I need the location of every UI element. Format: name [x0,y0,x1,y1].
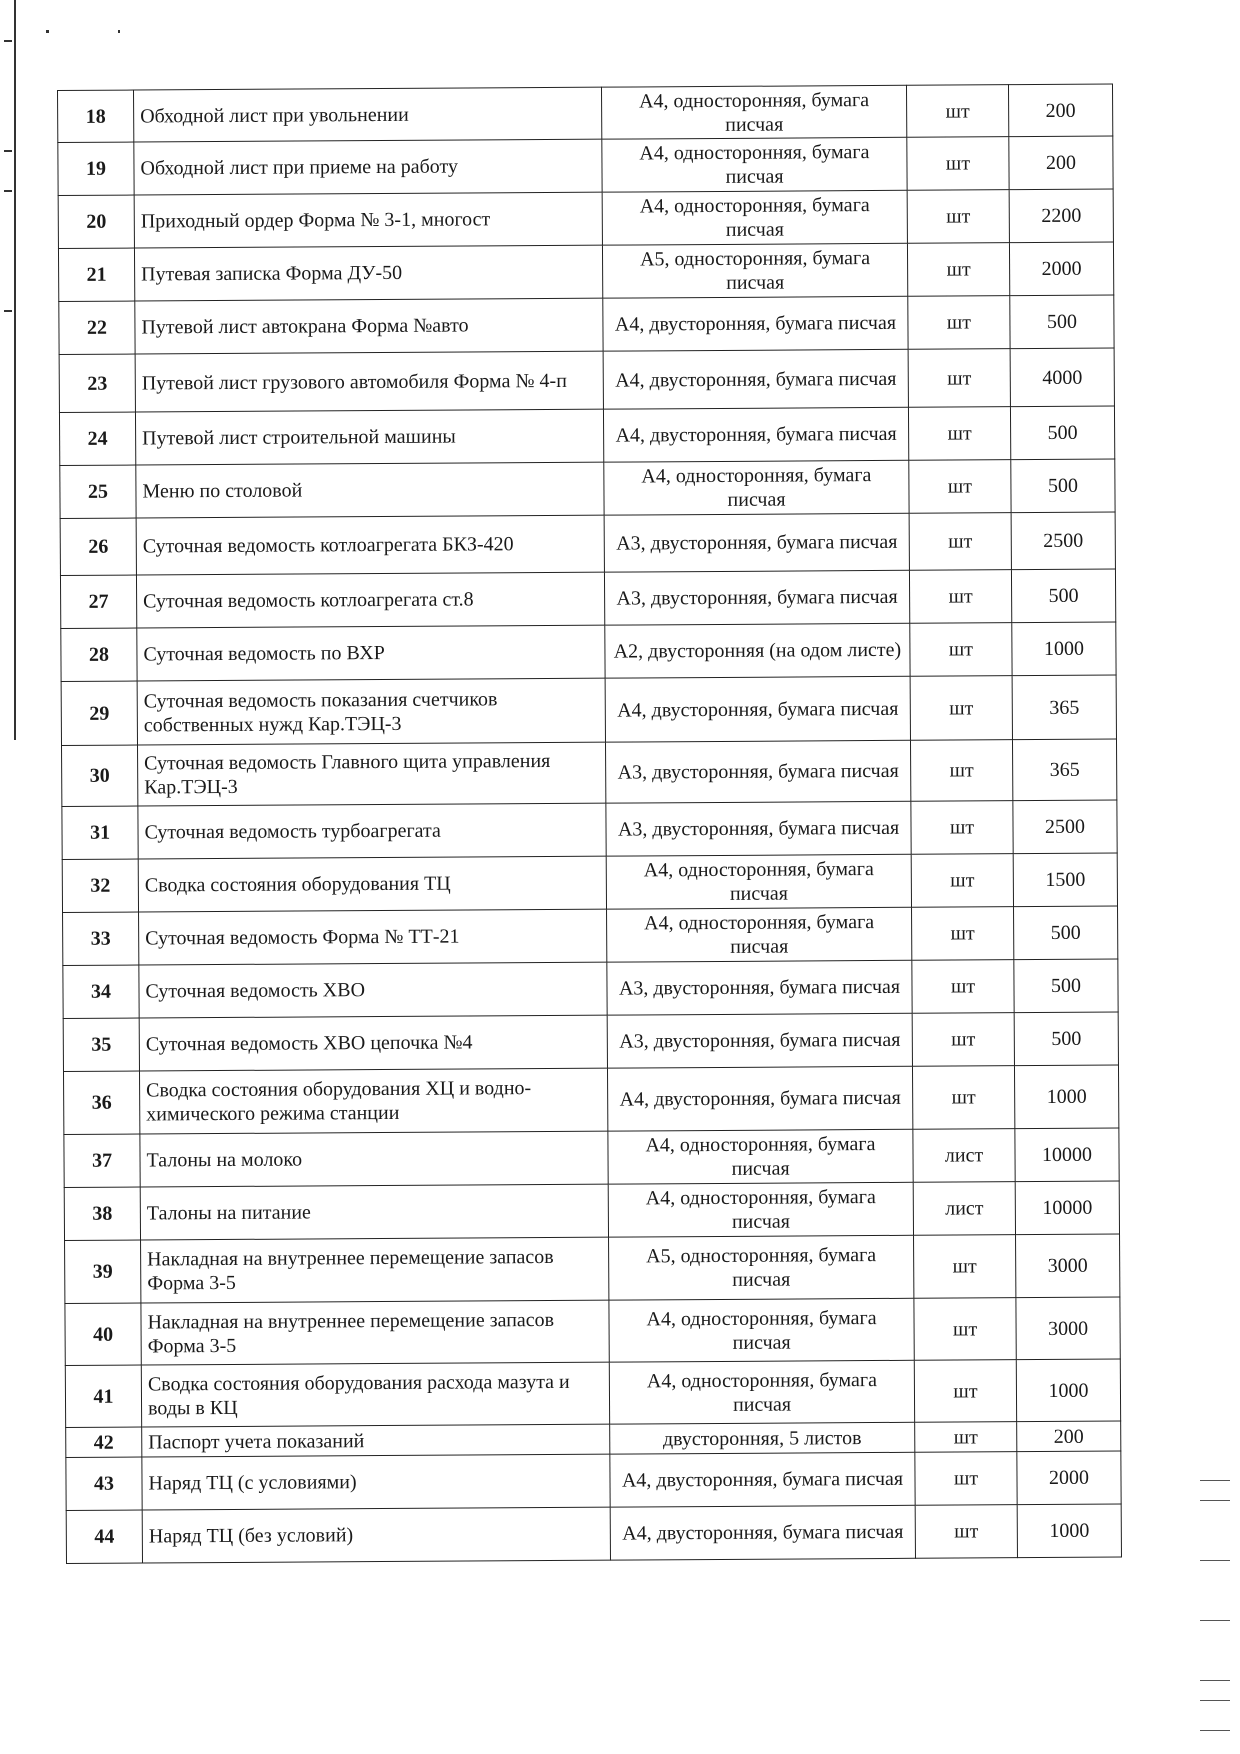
table-row [62,853,1117,912]
scan-margin-dash [1200,1560,1230,1561]
row-number: 29 [61,681,137,745]
item-name: Наряд ТЦ (без условий) [142,1507,610,1563]
item-unit: шт [907,243,1009,297]
table-row [63,906,1118,965]
item-unit: шт [910,740,1012,802]
item-quantity: 2500 [1011,512,1115,570]
row-number: 19 [58,142,134,195]
table-row [58,189,1113,248]
scan-edge-tick [4,150,12,152]
row-number: 20 [58,195,134,248]
table-row [62,800,1117,859]
item-unit: шт [915,1505,1017,1559]
item-name: Сводка состояния оборудования расхода мазута и воды в КЦ [141,1362,609,1427]
row-number: 25 [60,465,136,518]
table-row [65,1359,1120,1427]
table-row [59,406,1114,465]
item-name: Сводка состояния оборудования ХЦ и водно-химического режима станции [139,1068,607,1134]
item-quantity: 1000 [1017,1504,1121,1558]
item-unit: шт [912,1013,1014,1067]
table-row [61,622,1116,681]
item-quantity: 500 [1011,459,1115,513]
table-row [65,1297,1120,1365]
row-number: 43 [66,1457,142,1510]
item-unit: шт [909,513,1011,571]
item-quantity: 2000 [1017,1451,1121,1505]
item-name: Меню по столовой [136,462,604,518]
table-row [60,569,1115,628]
table-row [60,512,1115,575]
item-spec: А3, двусторонняя, бумага писчая [605,740,910,803]
scan-margin-dash [1200,1700,1230,1701]
item-quantity: 1000 [1012,622,1116,676]
item-unit: шт [910,623,1012,677]
table-row [66,1451,1121,1510]
row-number: 36 [63,1071,139,1134]
item-unit: шт [912,907,1014,961]
item-spec: А3, двусторонняя, бумага писчая [606,801,911,856]
table-row [60,459,1115,518]
scan-edge-tick [4,310,12,312]
table-row [59,348,1114,412]
table-row [63,959,1118,1018]
table-row [58,136,1113,195]
item-name: Паспорт учета показаний [142,1424,610,1457]
item-quantity: 365 [1012,675,1116,740]
table-row [58,242,1113,301]
item-unit: шт [912,960,1014,1014]
scan-dot [46,30,49,33]
item-quantity: 10000 [1015,1181,1119,1235]
item-name: Накладная на внутреннее перемещение запасов Форма 3-5 [141,1237,609,1303]
item-quantity: 1500 [1013,853,1117,907]
item-spec: А4, односторонняя, бумага писчая [601,85,906,139]
item-spec: А4, двусторонняя, бумага писчая [603,407,908,462]
row-number: 35 [63,1018,139,1071]
items-table [57,84,1122,1564]
item-quantity: 200 [1008,84,1112,137]
item-spec: А4, односторонняя, бумага писчая [602,190,907,245]
item-quantity: 3000 [1016,1297,1120,1360]
item-unit: шт [908,407,1010,461]
item-unit: шт [906,85,1008,138]
item-spec: А3, двусторонняя, бумага писчая [607,960,912,1015]
item-unit: шт [914,1235,1016,1299]
scan-edge-tick [4,190,12,192]
item-name: Суточная ведомость котлоагрегата БКЗ-420 [136,515,604,575]
item-spec: А4, двусторонняя, бумага писчая [603,349,908,409]
item-name: Приходный ордер Форма № 3-1, многост [134,192,602,248]
item-unit: шт [909,460,1011,514]
row-number: 34 [63,965,139,1018]
row-number: 30 [62,745,138,806]
table-row [61,675,1116,745]
item-name: Путевой лист грузового автомобиля Форма № 4-п [135,351,603,412]
item-unit: шт [915,1422,1017,1453]
scan-margin-dash [1200,1620,1230,1621]
item-name: Суточная ведомость Форма № ТТ-21 [139,909,607,965]
item-unit: шт [912,1066,1014,1130]
row-number: 37 [64,1134,140,1187]
item-name: Путевой лист строительной машины [135,409,603,465]
item-quantity: 200 [1017,1421,1121,1452]
row-number: 31 [62,806,138,859]
row-number: 39 [65,1240,141,1303]
item-unit: шт [911,801,1013,855]
item-name: Суточная ведомость ХВО цепочка №4 [139,1015,607,1071]
scan-margin-dash [1200,1730,1230,1731]
item-name: Обходной лист при приеме на работу [134,139,602,195]
item-name: Наряд ТЦ (с условиями) [142,1454,610,1510]
scan-dot [118,30,120,33]
item-quantity: 365 [1012,739,1116,801]
row-number: 32 [62,859,138,912]
item-spec: А4, односторонняя, бумага писчая [608,1182,913,1237]
scan-margin-dash [1200,1680,1230,1681]
item-spec: А5, односторонняя, бумага писчая [609,1235,914,1300]
item-quantity: 3000 [1016,1234,1120,1298]
table-row [63,1065,1118,1134]
scan-edge-line [14,0,16,740]
table-row [62,739,1117,806]
item-quantity: 2500 [1013,800,1117,854]
item-spec: А4, односторонняя, бумага писчая [609,1360,914,1424]
table-row [59,295,1114,354]
item-spec: А3, двусторонняя, бумага писчая [604,513,909,572]
item-quantity: 200 [1009,136,1113,190]
row-number: 40 [65,1303,141,1365]
item-unit: лист [913,1182,1015,1236]
table-row [58,84,1113,142]
table-row [63,1012,1118,1071]
item-name: Суточная ведомость турбоагрегата [138,803,606,859]
item-spec: А3, двусторонняя, бумага писчая [607,1013,912,1068]
table-row [65,1234,1120,1303]
item-unit: шт [911,854,1013,908]
item-spec: А4, двусторонняя, бумага писчая [610,1505,915,1560]
item-quantity: 1000 [1016,1359,1120,1422]
item-name: Сводка состояния оборудования ТЦ [138,856,606,912]
item-unit: шт [914,1360,1016,1423]
item-unit: шт [915,1452,1017,1506]
item-unit: шт [910,676,1012,741]
item-spec: А4, двусторонняя, бумага писчая [610,1452,915,1507]
item-quantity: 4000 [1010,348,1114,407]
table-row [64,1128,1119,1187]
item-spec: А4, двусторонняя, бумага писчая [603,296,908,351]
item-name: Суточная ведомость показания счетчиков собственных нужд Кар.ТЭЦ-3 [137,678,605,745]
item-spec: двусторонняя, 5 листов [610,1422,915,1454]
row-number: 23 [59,354,135,412]
item-spec: А2, двусторонняя (на одом листе) [605,623,910,678]
item-spec: А4, односторонняя, бумага писчая [607,907,912,962]
item-unit: шт [909,570,1011,624]
item-name: Накладная на внутреннее перемещение запасов Форма 3-5 [141,1300,609,1365]
row-number: 41 [65,1365,141,1427]
item-unit: лист [913,1129,1015,1183]
row-number: 22 [59,301,135,354]
scan-margin-dash [1200,1500,1230,1501]
row-number: 24 [59,412,135,465]
table-row [64,1181,1119,1240]
row-number: 21 [58,248,134,301]
item-unit: шт [907,137,1009,191]
item-spec: А4, односторонняя, бумага писчая [606,854,911,909]
item-quantity: 10000 [1015,1128,1119,1182]
item-quantity: 500 [1014,906,1118,960]
row-number: 42 [66,1427,142,1457]
item-spec: А4, односторонняя, бумага писчая [602,137,907,192]
item-spec: А4, двусторонняя, бумага писчая [605,676,910,742]
item-quantity: 500 [1014,1012,1118,1066]
item-unit: шт [914,1298,1016,1361]
item-quantity: 500 [1011,569,1115,623]
item-name: Путевая записка Форма ДУ-50 [134,245,602,301]
item-quantity: 500 [1010,406,1114,460]
row-number: 27 [60,575,136,628]
item-name: Суточная ведомость по ВХР [137,625,605,681]
item-spec: А4, двусторонняя, бумага писчая [607,1066,912,1131]
item-name: Путевой лист автокрана Форма №авто [135,298,603,354]
row-number: 18 [58,90,134,142]
item-spec: А4, односторонняя, бумага писчая [604,460,909,515]
scan-margin-dash [1200,1480,1230,1481]
item-name: Талоны на молоко [140,1131,608,1187]
item-name: Суточная ведомость ХВО [139,962,607,1018]
item-unit: шт [908,349,1010,408]
item-name: Обходной лист при увольнении [134,87,602,142]
item-quantity: 2000 [1009,242,1113,296]
item-spec: А4, односторонняя, бумага писчая [608,1129,913,1184]
row-number: 44 [66,1510,142,1563]
item-name: Суточная ведомость котлоагрегата ст.8 [136,572,604,628]
item-quantity: 2200 [1009,189,1113,243]
scan-edge-tick [4,40,12,42]
row-number: 28 [61,628,137,681]
table-row [66,1504,1121,1563]
item-quantity: 500 [1014,959,1118,1013]
row-number: 33 [63,912,139,965]
row-number: 26 [60,518,136,575]
item-name: Талоны на питание [140,1184,608,1240]
item-name: Суточная ведомость Главного щита управления Кар.ТЭЦ-3 [138,742,606,806]
row-number: 38 [64,1187,140,1240]
item-quantity: 500 [1010,295,1114,349]
item-quantity: 1000 [1014,1065,1118,1129]
item-unit: шт [908,296,1010,350]
item-spec: А4, односторонняя, бумага писчая [609,1298,914,1362]
item-spec: А3, двусторонняя, бумага писчая [604,570,909,625]
item-unit: шт [907,190,1009,244]
item-spec: А5, односторонняя, бумага писчая [602,243,907,298]
